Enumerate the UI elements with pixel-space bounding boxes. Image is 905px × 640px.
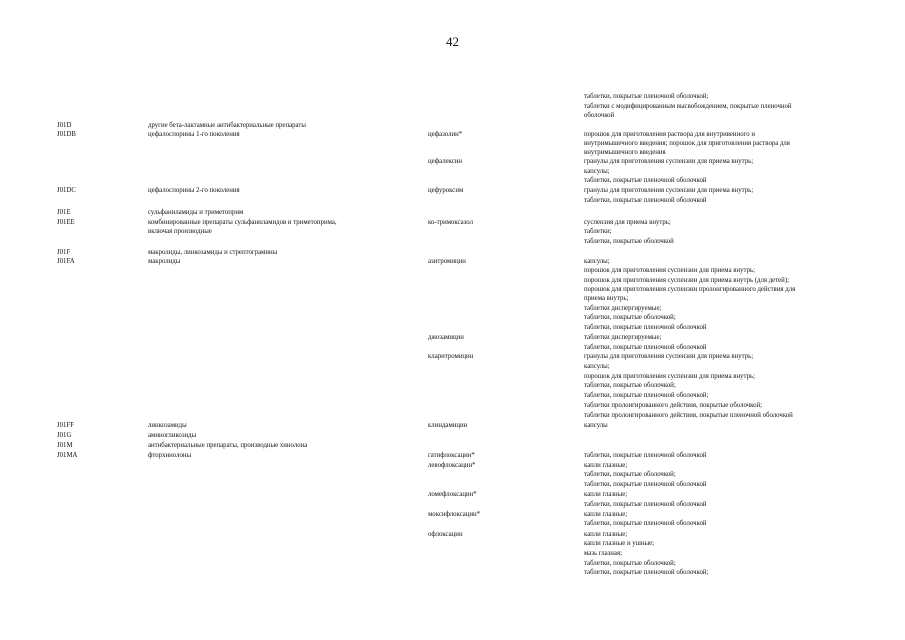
row-drug: кларитромицин — [428, 353, 474, 360]
row-code: J01D — [57, 122, 72, 129]
row-group: цефалоспорины 2-го поколения — [148, 187, 240, 194]
table-row — [0, 333, 905, 343]
row-form: таблетки, покрытые пленочной оболочкой — [584, 177, 707, 184]
row-group: макролиды, линкозамиды и стрептограмины — [148, 249, 278, 256]
row-form: таблетки, покрытые оболочкой — [584, 238, 674, 245]
table-row — [0, 470, 905, 480]
table-row — [0, 362, 905, 372]
table-row — [0, 176, 905, 186]
row-form: таблетки, покрытые пленочной оболочкой; — [584, 569, 709, 576]
row-form: таблетки диспергируемые; — [584, 305, 662, 312]
table-row — [0, 196, 905, 206]
row-form: таблетки, покрытые пленочной оболочкой — [584, 344, 707, 351]
row-form: таблетки, покрытые пленочной оболочкой — [584, 481, 707, 488]
table-row — [0, 313, 905, 323]
row-drug: ко-тримоксазол — [428, 219, 474, 226]
table-row — [0, 421, 905, 431]
row-form: таблетки, покрытые оболочкой; — [584, 382, 676, 389]
table-row — [0, 500, 905, 510]
row-form: мазь глазная; — [584, 550, 622, 557]
row-group: цефалоспорины 1-го поколения — [148, 131, 240, 138]
row-form: таблетки пролонгированного действия, покрытые пленочной оболочкой — [584, 412, 793, 419]
row-code: J01MA — [57, 452, 78, 459]
row-form: таблетки, покрытые оболочкой; — [584, 471, 676, 478]
table-row — [0, 519, 905, 529]
row-form: гранулы для приготовления суспензии для приема внутрь; — [584, 187, 754, 194]
row-code: J01EE — [57, 219, 75, 226]
row-form: таблетки пролонгированного действия, покрытые оболочкой; — [584, 402, 763, 409]
row-form: внутримышечного введения; порошок для приготовления раствора для — [584, 140, 790, 147]
table-row — [0, 237, 905, 247]
row-form: капли глазные; — [584, 531, 628, 538]
row-drug: гатифлоксацин* — [428, 452, 475, 459]
row-form: порошок для приготовления суспензии для приема внутрь; — [584, 267, 755, 274]
table-row — [0, 549, 905, 559]
table-row — [0, 480, 905, 490]
row-code: J01FA — [57, 258, 75, 265]
row-drug: цефазолин* — [428, 131, 463, 138]
row-code: J01FF — [57, 422, 75, 429]
row-drug: ломефлоксацин* — [428, 491, 477, 498]
row-group: линкозамиды — [148, 422, 187, 429]
row-group: комбинированные препараты сульфаниламидов и триметоприма, — [148, 219, 337, 226]
row-drug: клиндамицин — [428, 422, 468, 429]
row-form: капсулы; — [584, 258, 610, 265]
row-code: J01DC — [57, 187, 76, 194]
row-form: порошок для приготовления раствора для внутривенного и — [584, 131, 755, 138]
row-form: таблетки, покрытые пленочной оболочкой; — [584, 392, 709, 399]
row-form: таблетки диспергируемые; — [584, 334, 662, 341]
row-code: J01G — [57, 432, 72, 439]
row-group: макролиды — [148, 258, 181, 265]
table-row — [0, 294, 905, 304]
row-form: таблетки, покрытые пленочной оболочкой — [584, 501, 707, 508]
row-group: антибактериальные препараты, производные хинолона — [148, 442, 308, 449]
row-form: гранулы для приготовления суспензии для приема внутрь; — [584, 353, 754, 360]
row-form: капли глазные; — [584, 462, 628, 469]
row-form: гранулы для приготовления суспензии для приема внутрь; — [584, 158, 754, 165]
table-row — [0, 227, 905, 237]
table-row — [0, 568, 905, 578]
table-row — [0, 323, 905, 333]
row-form: таблетки, покрытые пленочной оболочкой; — [584, 93, 709, 100]
row-form: таблетки, покрытые оболочкой; — [584, 314, 676, 321]
row-form: таблетки, покрытые пленочной оболочкой — [584, 452, 707, 459]
row-form: таблетки, покрытые пленочной оболочкой — [584, 520, 707, 527]
table-row — [0, 352, 905, 362]
row-form: оболочкой — [584, 112, 615, 119]
row-group: другие бета-лактамные антибактериальные препараты — [148, 122, 306, 129]
row-form: порошок для приготовления суспензии для приема внутрь; — [584, 373, 755, 380]
row-drug: цефуроксим — [428, 187, 464, 194]
row-form: таблетки с модифицированным высвобождением, покрытые пленочной — [584, 103, 792, 110]
table-row — [0, 401, 905, 411]
row-drug: джозамицин — [428, 334, 464, 341]
page-number: 42 — [446, 34, 459, 49]
row-form: таблетки, покрытые пленочной оболочкой — [584, 197, 707, 204]
row-form: таблетки, покрытые оболочкой; — [584, 560, 676, 567]
row-form: внутримышечного введения — [584, 149, 666, 156]
row-group: аминогликозиды — [148, 432, 197, 439]
table-row — [0, 157, 905, 167]
row-form: суспензия для приема внутрь; — [584, 219, 671, 226]
row-form: капсулы; — [584, 363, 610, 370]
table-row — [0, 92, 905, 102]
table-row — [0, 381, 905, 391]
row-group: фторхинолоны — [148, 452, 192, 459]
row-form: порошок для приготовления суспензии для приема внутрь (для детей); — [584, 277, 789, 284]
row-form: капли глазные и ушные; — [584, 540, 655, 547]
table-row — [0, 539, 905, 549]
row-code: J01F — [57, 249, 71, 256]
row-form: приема внутрь; — [584, 295, 629, 302]
table-row — [0, 391, 905, 401]
row-group: включая производные — [148, 228, 212, 235]
row-code: J01DB — [57, 131, 76, 138]
table-row — [0, 431, 905, 441]
row-form: капсулы — [584, 422, 608, 429]
row-drug: левофлоксацин* — [428, 462, 476, 469]
row-drug: офлоксацин — [428, 531, 463, 538]
row-form: капли глазные; — [584, 491, 628, 498]
row-drug: моксифлоксацин* — [428, 511, 481, 518]
row-code: J01M — [57, 442, 73, 449]
table-row — [0, 451, 905, 461]
row-form: таблетки, покрытые пленочной оболочкой — [584, 324, 707, 331]
table-row — [0, 411, 905, 421]
row-form: порошок для приготовления суспензии пролонгированного действия для — [584, 286, 796, 293]
table-row — [0, 490, 905, 500]
row-form: капсулы; — [584, 168, 610, 175]
table-row — [0, 266, 905, 276]
table-row — [0, 186, 905, 196]
row-code: J01E — [57, 209, 71, 216]
table-row — [0, 441, 905, 451]
row-drug: цефалексин — [428, 158, 463, 165]
table-row — [0, 208, 905, 218]
row-group: сульфаниламиды и триметоприм — [148, 209, 244, 216]
row-drug: азитромицин — [428, 258, 466, 265]
row-form: капли глазные; — [584, 511, 628, 518]
row-form: таблетки; — [584, 228, 612, 235]
table-row — [0, 111, 905, 121]
